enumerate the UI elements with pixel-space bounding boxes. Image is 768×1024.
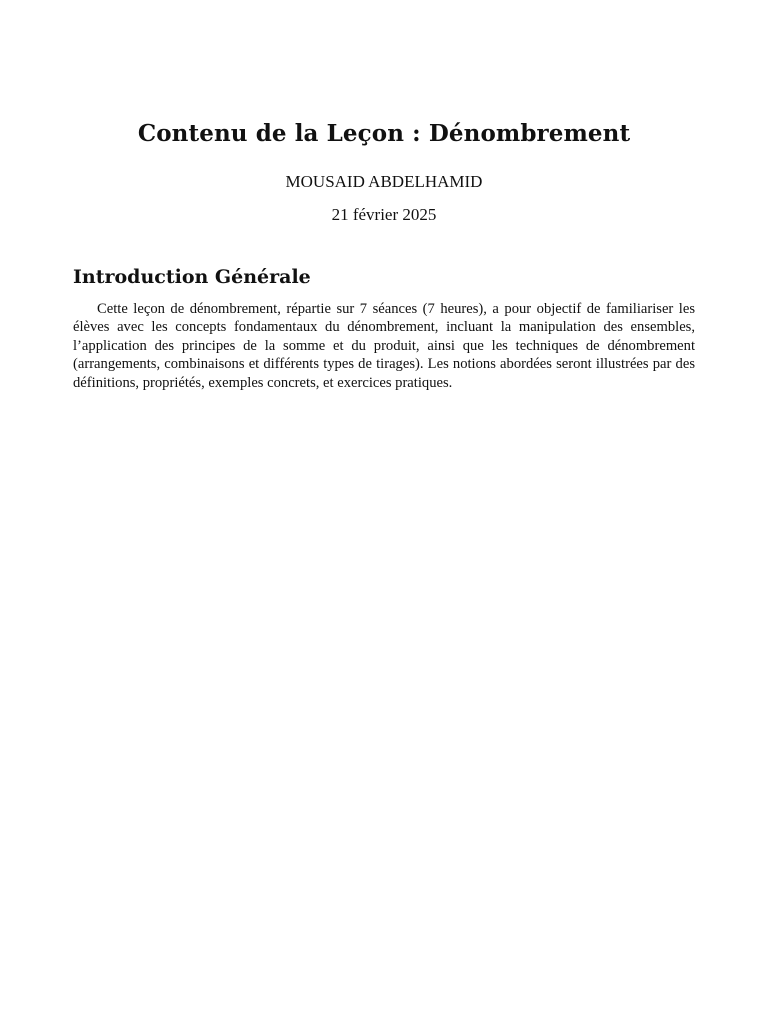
- introduction-paragraph: Cette leçon de dénombrement, répartie sur 7 séances (7 heures), a pour objectif de familiariser les élèves avec les concepts fondamentaux du dénombrement, incluant la manipulation des ensembles, l’application des principes de la somme et du produit, ainsi que les techniques de dénombrement (arrangements, combinaisons et différents types de tirages). Les notions abordées seront illustrées par des définitions, propriétés, exemples concrets, et exercices pratiques.: [73, 301, 695, 391]
- section-heading-introduction: Introduction Générale: [73, 266, 311, 288]
- document-title: Contenu de la Leçon : Dénombrement: [137, 120, 631, 147]
- document-date: 21 février 2025: [331, 205, 437, 224]
- document-author: MOUSAID ABDELHAMID: [285, 172, 483, 191]
